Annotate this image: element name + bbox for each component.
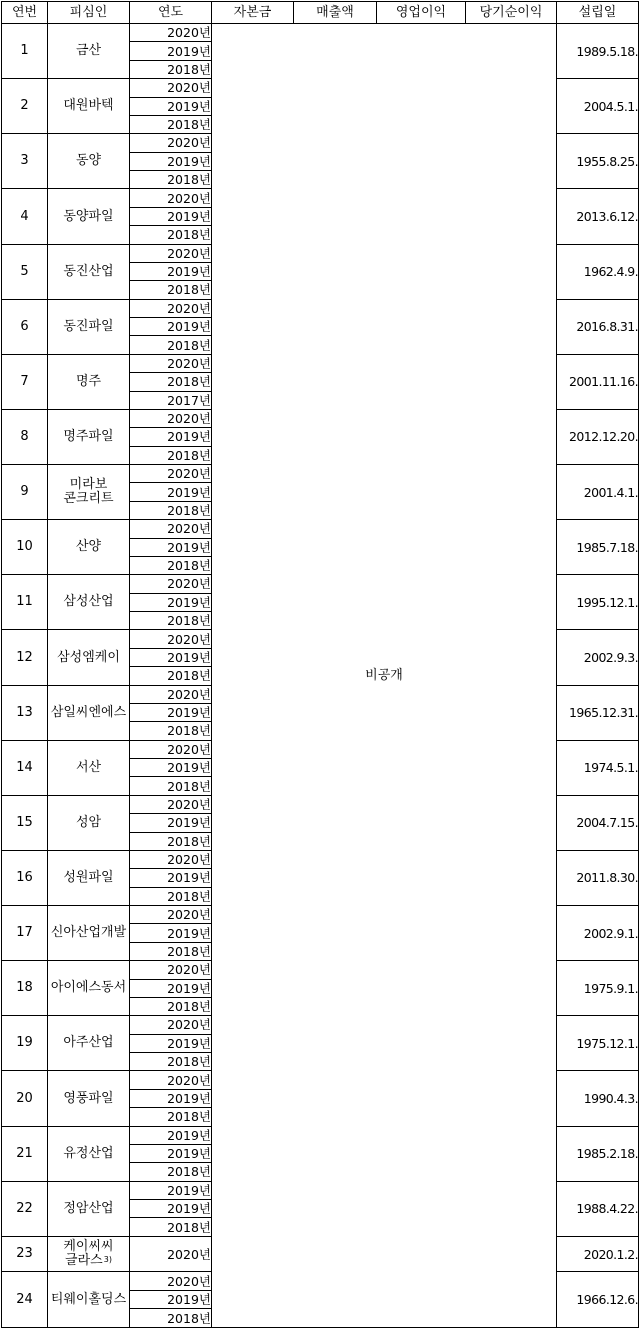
fiscal-year: 2018년 bbox=[130, 115, 212, 133]
company-name bbox=[48, 1126, 130, 1181]
company-name-line: 동양 bbox=[75, 153, 102, 169]
fiscal-year: 2018년 bbox=[130, 722, 212, 740]
company-name bbox=[48, 740, 130, 795]
established-date: 2001.11.16. bbox=[557, 354, 639, 409]
fiscal-year: 2020년 bbox=[130, 961, 212, 979]
established-date: 2013.6.12. bbox=[557, 189, 639, 244]
row-number: 16 bbox=[2, 850, 48, 905]
fiscal-year: 2020년 bbox=[130, 520, 212, 538]
row-number: 17 bbox=[2, 906, 48, 961]
established-date: 1974.5.1. bbox=[557, 740, 639, 795]
company-name-line: 글라스 bbox=[65, 1253, 103, 1269]
established-date: 1985.7.18. bbox=[557, 520, 639, 575]
fiscal-year: 2018년 bbox=[130, 777, 212, 795]
established-date: 1985.2.18. bbox=[557, 1126, 639, 1181]
header-established: 설립일 bbox=[557, 2, 639, 24]
fiscal-year: 2019년 bbox=[130, 42, 212, 60]
company-name bbox=[48, 906, 130, 961]
row-number: 13 bbox=[2, 685, 48, 740]
company-name bbox=[48, 409, 130, 464]
fiscal-year: 2020년 bbox=[130, 354, 212, 372]
header-company: 피심인 bbox=[48, 2, 130, 24]
fiscal-year: 2020년 bbox=[130, 79, 212, 97]
company-name bbox=[48, 299, 130, 354]
header-net-income: 당기순이익 bbox=[466, 2, 557, 24]
established-date: 2002.9.1. bbox=[557, 906, 639, 961]
established-date: 2001.4.1. bbox=[557, 465, 639, 520]
company-name bbox=[48, 1272, 130, 1328]
company-name bbox=[48, 1236, 130, 1272]
company-name-line: 아주산업 bbox=[63, 1035, 114, 1051]
company-name bbox=[48, 79, 130, 134]
fiscal-year: 2018년 bbox=[130, 887, 212, 905]
row-number: 8 bbox=[2, 409, 48, 464]
company-name bbox=[48, 630, 130, 685]
row-number: 4 bbox=[2, 189, 48, 244]
fiscal-year: 2018년 bbox=[130, 667, 212, 685]
company-name-line: 미라보 bbox=[69, 477, 108, 493]
fiscal-year: 2020년 bbox=[130, 906, 212, 924]
fiscal-year: 2019년 bbox=[130, 1034, 212, 1052]
fiscal-year: 2019년 bbox=[130, 979, 212, 997]
row-number: 15 bbox=[2, 795, 48, 850]
fiscal-year: 2018년 bbox=[130, 60, 212, 78]
company-name-line: 명주 bbox=[75, 373, 102, 389]
fiscal-year: 2020년 bbox=[130, 1236, 212, 1272]
table-body bbox=[2, 24, 639, 1328]
established-date: 2011.8.30. bbox=[557, 850, 639, 905]
company-name-line: 신아산업개발 bbox=[50, 925, 127, 941]
row-number: 6 bbox=[2, 299, 48, 354]
fiscal-year: 2018년 bbox=[130, 1108, 212, 1126]
company-name-line: 영풍파일 bbox=[63, 1090, 114, 1106]
row-number: 2 bbox=[2, 79, 48, 134]
company-name-line: 서산 bbox=[75, 759, 102, 775]
company-name bbox=[48, 189, 130, 244]
established-date: 1965.12.31. bbox=[557, 685, 639, 740]
company-name-line: 콘크리트 bbox=[63, 491, 114, 507]
fiscal-year: 2019년 bbox=[130, 538, 212, 556]
company-name bbox=[48, 850, 130, 905]
header-revenue: 매출액 bbox=[294, 2, 377, 24]
company-name-line: 삼성엠케이 bbox=[57, 649, 120, 665]
fiscal-year: 2020년 bbox=[130, 409, 212, 427]
company-name-line: 케이씨씨 bbox=[63, 1239, 114, 1255]
company-name bbox=[48, 795, 130, 850]
company-financials-table bbox=[1, 1, 639, 1328]
company-name-line: 산양 bbox=[75, 539, 102, 555]
established-date: 1955.8.25. bbox=[557, 134, 639, 189]
fiscal-year: 2019년 bbox=[130, 703, 212, 721]
fiscal-year: 2020년 bbox=[130, 1272, 212, 1290]
company-name bbox=[48, 685, 130, 740]
fiscal-year: 2018년 bbox=[130, 997, 212, 1015]
established-date: 1975.12.1. bbox=[557, 1016, 639, 1071]
fiscal-year: 2020년 bbox=[130, 1016, 212, 1034]
row-number: 12 bbox=[2, 630, 48, 685]
established-date: 1962.4.9. bbox=[557, 244, 639, 299]
fiscal-year: 2018년 bbox=[130, 171, 212, 189]
row-number: 10 bbox=[2, 520, 48, 575]
row-number: 5 bbox=[2, 244, 48, 299]
fiscal-year: 2019년 bbox=[130, 1181, 212, 1199]
established-date: 2004.5.1. bbox=[557, 79, 639, 134]
company-name-line: 대원바텍 bbox=[63, 98, 114, 114]
company-name bbox=[48, 961, 130, 1016]
established-date: 2020.1.2. bbox=[557, 1236, 639, 1272]
fiscal-year: 2018년 bbox=[130, 336, 212, 354]
fiscal-year: 2020년 bbox=[130, 24, 212, 42]
fiscal-year: 2020년 bbox=[130, 299, 212, 317]
fiscal-year: 2019년 bbox=[130, 1089, 212, 1107]
company-name-line: 성암 bbox=[75, 814, 102, 830]
company-name bbox=[48, 465, 130, 520]
fiscal-year: 2019년 bbox=[130, 1200, 212, 1218]
fiscal-year: 2020년 bbox=[130, 575, 212, 593]
fiscal-year: 2018년 bbox=[130, 226, 212, 244]
fiscal-year: 2019년 bbox=[130, 262, 212, 280]
company-name bbox=[48, 24, 130, 79]
established-date: 2016.8.31. bbox=[557, 299, 639, 354]
fiscal-year: 2018년 bbox=[130, 612, 212, 630]
company-name bbox=[48, 1181, 130, 1236]
fiscal-year: 2020년 bbox=[130, 244, 212, 262]
header-operating-profit: 영업이익 bbox=[377, 2, 466, 24]
established-date: 1995.12.1. bbox=[557, 575, 639, 630]
header-row bbox=[2, 2, 639, 24]
header-no: 연번 bbox=[2, 2, 48, 24]
company-name-line: 동진파일 bbox=[63, 318, 114, 334]
fiscal-year: 2020년 bbox=[130, 685, 212, 703]
fiscal-year: 2018년 bbox=[130, 1163, 212, 1181]
row-number: 14 bbox=[2, 740, 48, 795]
row-number: 9 bbox=[2, 465, 48, 520]
fiscal-year: 2020년 bbox=[130, 465, 212, 483]
row-number: 18 bbox=[2, 961, 48, 1016]
fiscal-year: 2018년 bbox=[130, 942, 212, 960]
fiscal-year: 2019년 bbox=[130, 1144, 212, 1162]
company-name bbox=[48, 520, 130, 575]
company-name bbox=[48, 1071, 130, 1126]
established-date: 1975.9.1. bbox=[557, 961, 639, 1016]
fiscal-year: 2017년 bbox=[130, 391, 212, 409]
established-date: 2012.12.20. bbox=[557, 409, 639, 464]
company-name-line: 티웨이홀딩스 bbox=[50, 1291, 127, 1307]
established-date: 1990.4.3. bbox=[557, 1071, 639, 1126]
established-date: 2002.9.3. bbox=[557, 630, 639, 685]
fiscal-year: 2019년 bbox=[130, 759, 212, 777]
fiscal-year: 2018년 bbox=[130, 556, 212, 574]
company-name-line: 유정산업 bbox=[63, 1145, 114, 1161]
company-name bbox=[48, 134, 130, 189]
fiscal-year: 2018년 bbox=[130, 832, 212, 850]
established-date: 1989.5.18. bbox=[557, 24, 639, 79]
company-name-line: 삼성산업 bbox=[63, 594, 114, 610]
row-number: 23 bbox=[2, 1236, 48, 1272]
fiscal-year: 2019년 bbox=[130, 1290, 212, 1308]
company-name-line: 아이에스동서 bbox=[50, 980, 127, 996]
fiscal-year: 2019년 bbox=[130, 207, 212, 225]
company-name bbox=[48, 575, 130, 630]
established-date: 2004.7.15. bbox=[557, 795, 639, 850]
fiscal-year: 2019년 bbox=[130, 648, 212, 666]
company-name bbox=[48, 244, 130, 299]
fiscal-year: 2019년 bbox=[130, 593, 212, 611]
fiscal-year: 2020년 bbox=[130, 189, 212, 207]
fiscal-year: 2019년 bbox=[130, 152, 212, 170]
fiscal-year: 2020년 bbox=[130, 134, 212, 152]
table-row bbox=[2, 24, 639, 42]
undisclosed-financials: 비공개 bbox=[212, 24, 557, 1328]
row-number: 11 bbox=[2, 575, 48, 630]
fiscal-year: 2019년 bbox=[130, 869, 212, 887]
company-name-line: 동진산업 bbox=[63, 263, 114, 279]
fiscal-year: 2019년 bbox=[130, 97, 212, 115]
row-number: 1 bbox=[2, 24, 48, 79]
fiscal-year: 2019년 bbox=[130, 483, 212, 501]
fiscal-year: 2019년 bbox=[130, 428, 212, 446]
row-number: 20 bbox=[2, 1071, 48, 1126]
footnote-marker: 3) bbox=[103, 1255, 112, 1265]
company-name-line: 성원파일 bbox=[63, 870, 114, 886]
company-name bbox=[48, 1016, 130, 1071]
company-name-line: 금산 bbox=[75, 43, 102, 59]
row-number: 24 bbox=[2, 1272, 48, 1328]
fiscal-year: 2018년 bbox=[130, 1218, 212, 1236]
established-date: 1966.12.6. bbox=[557, 1272, 639, 1328]
company-name-line: 명주파일 bbox=[63, 429, 114, 445]
fiscal-year: 2020년 bbox=[130, 850, 212, 868]
fiscal-year: 2019년 bbox=[130, 1126, 212, 1144]
company-name-line: 동양파일 bbox=[63, 208, 114, 224]
fiscal-year: 2018년 bbox=[130, 501, 212, 519]
header-year: 연도 bbox=[130, 2, 212, 24]
row-number: 19 bbox=[2, 1016, 48, 1071]
fiscal-year: 2019년 bbox=[130, 924, 212, 942]
header-capital: 자본금 bbox=[212, 2, 294, 24]
fiscal-year: 2018년 bbox=[130, 1309, 212, 1328]
row-number: 21 bbox=[2, 1126, 48, 1181]
fiscal-year: 2019년 bbox=[130, 318, 212, 336]
fiscal-year: 2020년 bbox=[130, 630, 212, 648]
fiscal-year: 2019년 bbox=[130, 814, 212, 832]
row-number: 3 bbox=[2, 134, 48, 189]
company-name-line: 삼일씨엔에스 bbox=[50, 704, 127, 720]
fiscal-year: 2018년 bbox=[130, 1053, 212, 1071]
row-number: 7 bbox=[2, 354, 48, 409]
company-name bbox=[48, 354, 130, 409]
fiscal-year: 2020년 bbox=[130, 740, 212, 758]
row-number: 22 bbox=[2, 1181, 48, 1236]
established-date: 1988.4.22. bbox=[557, 1181, 639, 1236]
fiscal-year: 2018년 bbox=[130, 281, 212, 299]
fiscal-year: 2018년 bbox=[130, 373, 212, 391]
fiscal-year: 2018년 bbox=[130, 446, 212, 464]
fiscal-year: 2020년 bbox=[130, 1071, 212, 1089]
fiscal-year: 2020년 bbox=[130, 795, 212, 813]
company-name-line: 정암산업 bbox=[63, 1200, 114, 1216]
